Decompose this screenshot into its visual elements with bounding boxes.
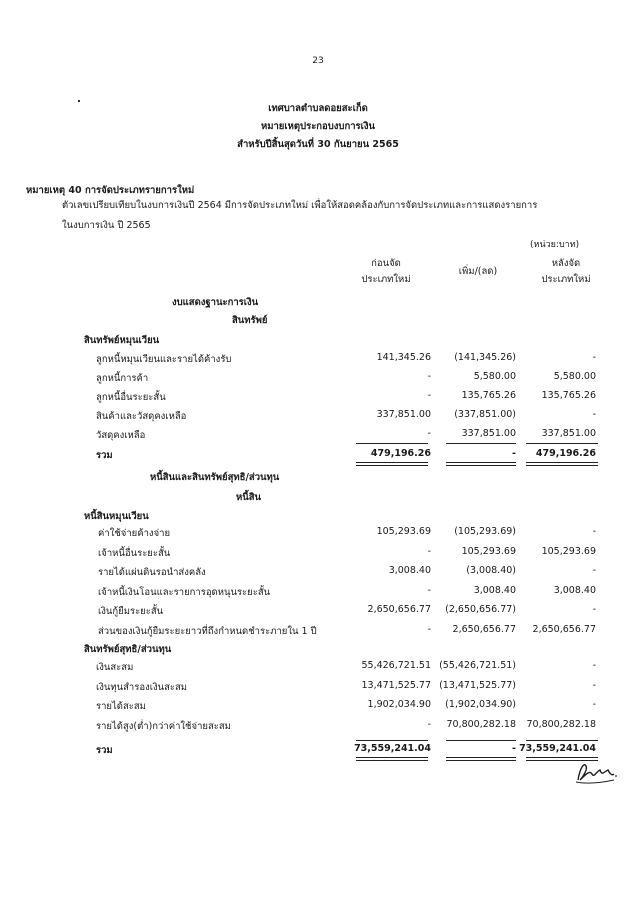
equity-row-after: 70,800,282.18: [526, 718, 596, 730]
section-statement: งบแสดงฐานะการเงิน: [172, 297, 259, 308]
asset-row-before: 141,345.26: [376, 352, 431, 363]
equity-row-change: (55,426,721.51): [439, 660, 516, 671]
asset-row-after: 5,580.00: [553, 371, 596, 382]
asset-total-change: -: [512, 448, 516, 459]
rule-asset-c1: [356, 443, 428, 444]
drule-asset-c1: [356, 462, 428, 466]
liab-total-after: 73,559,241.04: [519, 743, 596, 754]
liab-total-label: รวม: [96, 745, 113, 756]
note-line-1: ตัวเลขเปรียบเทียบในงบการเงินปี 2564 มีการจัดประเภทใหม่ เพื่อให้สอดคล้องกับการจัดประเภทและการแสดงรายการ: [62, 200, 538, 211]
liability-row-change: 3,008.40: [473, 584, 516, 596]
liability-row-change: 105,293.69: [461, 545, 516, 557]
col-change-header: เพิ่ม/(ลด): [458, 266, 498, 277]
asset-row-before: -: [427, 371, 431, 382]
liability-row-before: 2,650,656.77: [367, 604, 431, 615]
equity-row-before: 1,902,034.90: [367, 699, 431, 710]
asset-row-label: สินค้าและวัสดุคงเหลือ: [96, 411, 187, 422]
liability-row-change: 2,650,656.77: [452, 623, 516, 635]
section-liabilities: หนี้สิน: [236, 492, 262, 503]
liability-row-label: ส่วนของเงินกู้ยืมระยะยาวที่ถึงกำหนดชำระภายใน 1 ปี: [98, 625, 317, 637]
liability-row-after: 105,293.69: [541, 545, 596, 557]
liability-row-change: (105,293.69): [454, 526, 516, 537]
liability-row-label: เจ้าหนี้เงินโอนและรายการอุดหนุนระยะสั้น: [98, 586, 271, 598]
asset-row-change: 135,765.26: [461, 390, 516, 401]
section-assets: สินทรัพย์: [232, 315, 268, 326]
liability-row-label: เจ้าหนี้อื่นระยะสั้น: [98, 547, 171, 559]
equity-row-before: -: [427, 718, 431, 730]
col-after-header: หลังจัด ประเภทใหม่: [541, 258, 591, 285]
liability-row-label: เงินกู้ยืมระยะสั้น: [98, 606, 164, 617]
asset-row-change: (141,345.26): [454, 352, 516, 363]
liability-row-after: -: [592, 526, 596, 537]
asset-total-before: 479,196.26: [370, 448, 431, 459]
asset-row-before: 337,851.00: [376, 409, 431, 420]
liability-row-after: -: [592, 604, 596, 615]
drule-asset-c2: [446, 462, 516, 466]
asset-row-after: 337,851.00: [541, 428, 596, 439]
drule-liab-c2: [446, 757, 516, 761]
liability-row-before: 3,008.40: [388, 565, 431, 576]
col-before-header: ก่อนจัด ประเภทใหม่: [361, 258, 411, 285]
asset-row-after: -: [592, 352, 596, 363]
asset-row-label: ลูกหนี้หมุนเวียนและรายได้ค้างรับ: [96, 354, 232, 365]
unit-label: (หน่วย:บาท): [530, 240, 580, 250]
note-title: หมายเหตุ 40 การจัดประเภทรายการใหม่: [26, 185, 195, 196]
asset-row-label: ลูกหนี้การค้า: [96, 373, 149, 384]
liab-total-before: 73,559,241.04: [354, 743, 431, 754]
asset-row-change: (337,851.00): [454, 409, 516, 420]
liability-row-label: ค่าใช้จ่ายค้างจ่าย: [98, 528, 171, 539]
asset-row-before: -: [427, 390, 431, 401]
liability-row-label: รายได้แผ่นดินรอนำส่งคลัง: [98, 567, 206, 578]
equity-row-label: เงินสะสม: [96, 662, 134, 673]
asset-row-after: -: [592, 409, 596, 420]
equity-row-change: 70,800,282.18: [446, 718, 516, 730]
equity-row-after: -: [592, 699, 596, 710]
drule-asset-c3: [526, 462, 598, 466]
asset-total-after: 479,196.26: [535, 448, 596, 459]
liability-row-before: -: [427, 623, 431, 635]
section-current-liabilities: หนี้สินหมุนเวียน: [84, 511, 149, 522]
section-liab-equity: หนี้สินและสินทรัพย์สุทธิ/ส่วนทุน: [150, 472, 280, 483]
liab-total-change: -: [512, 743, 516, 754]
equity-row-label: เงินทุนสำรองเงินสะสม: [96, 681, 188, 693]
asset-row-after: 135,765.26: [541, 390, 596, 401]
page-number: 23: [312, 56, 324, 66]
asset-row-change: 337,851.00: [461, 428, 516, 439]
header-title: หมายเหตุประกอบงบการเงิน: [260, 121, 376, 132]
liability-row-before: 105,293.69: [376, 526, 431, 537]
header-org: เทศบาลตำบลดอยสะเก็ด: [268, 103, 368, 114]
liability-row-after: 2,650,656.77: [532, 623, 596, 635]
section-net-assets: สินทรัพย์สุทธิ/ส่วนทุน: [84, 644, 172, 655]
asset-row-before: -: [427, 428, 431, 439]
liability-row-change: (2,650,656.77): [445, 604, 516, 615]
header-period: สำหรับปีสิ้นสุดวันที่ 30 กันยายน 2565: [237, 139, 399, 150]
liability-row-before: -: [427, 584, 431, 596]
drule-liab-c1: [356, 757, 428, 761]
liability-row-change: (3,008.40): [466, 565, 516, 576]
asset-row-change: 5,580.00: [473, 371, 516, 382]
asset-row-label: ลูกหนี้อื่นระยะสั้น: [96, 392, 166, 403]
asset-row-label: วัสดุคงเหลือ: [96, 430, 146, 441]
liability-row-after: -: [592, 565, 596, 576]
equity-row-change: (13,471,525.77): [439, 679, 516, 691]
rule-asset-c3: [526, 443, 598, 444]
equity-row-before: 13,471,525.77: [361, 679, 431, 691]
equity-row-after: -: [592, 679, 596, 691]
signature-mark: [574, 758, 618, 786]
equity-row-change: (1,902,034.90): [445, 699, 516, 710]
note-line-2: ในงบการเงิน ปี 2565: [62, 220, 151, 231]
rule-asset-c2: [446, 443, 516, 444]
asset-total-label: รวม: [96, 450, 113, 461]
rule-liab-c1: [356, 740, 428, 741]
equity-row-after: -: [592, 660, 596, 671]
liability-row-before: -: [427, 545, 431, 557]
liability-row-after: 3,008.40: [553, 584, 596, 596]
rule-liab-c2: [446, 740, 516, 741]
section-current-assets: สินทรัพย์หมุนเวียน: [84, 335, 160, 346]
equity-row-before: 55,426,721.51: [361, 660, 431, 671]
rule-liab-c3: [526, 740, 598, 741]
equity-row-label: รายได้สูง(ต่ำ)กว่าค่าใช้จ่ายสะสม: [96, 720, 231, 732]
equity-row-label: รายได้สะสม: [96, 701, 146, 712]
